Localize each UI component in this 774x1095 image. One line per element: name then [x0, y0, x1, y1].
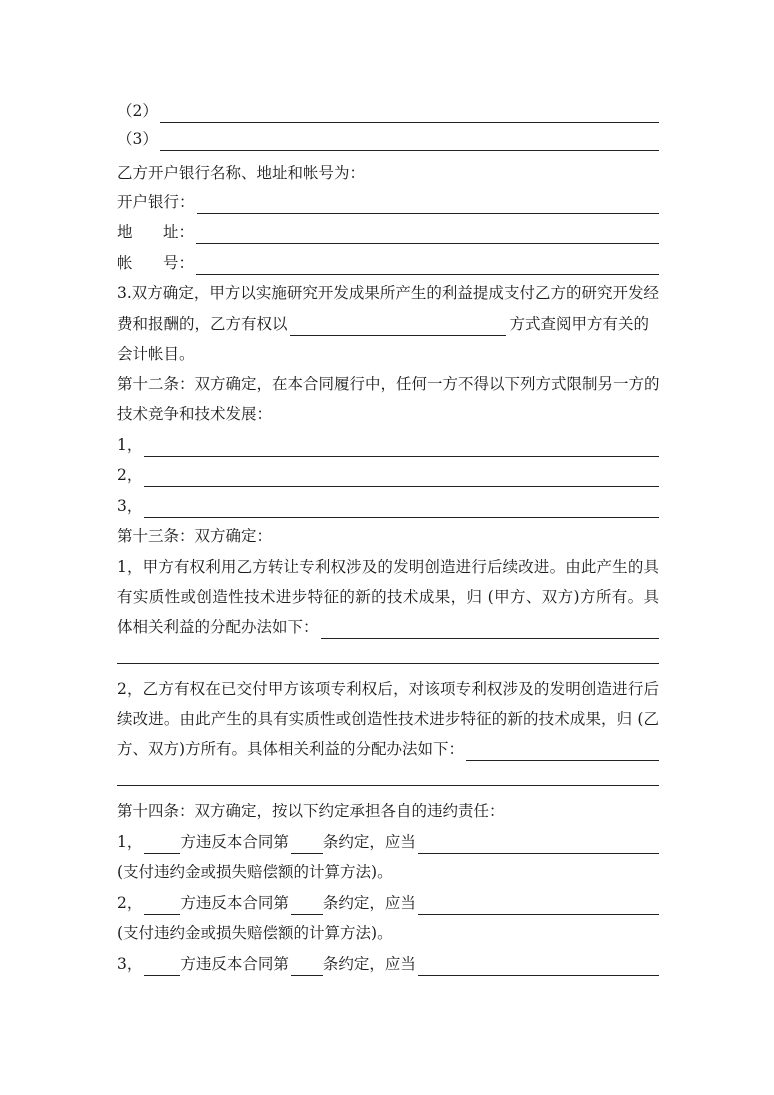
account-blank	[196, 257, 659, 275]
article13-title: 第十三条：双方确定：	[117, 527, 273, 545]
bank-label: 开户银行：	[117, 193, 195, 211]
article14-item1	[117, 830, 659, 854]
article13-2-line3-text: 方、双方)方所有。具体相关利益的分配办法如下：	[117, 740, 465, 758]
article14-item2-text2: 条约定，应当	[322, 894, 416, 912]
article13-1-blank	[321, 621, 659, 639]
article12-item1	[117, 433, 659, 457]
item-3-line	[117, 127, 659, 151]
article12-item3-blank	[144, 500, 659, 518]
article14-item3-clause-blank	[291, 958, 323, 976]
article14-item2-party-blank	[144, 897, 180, 915]
bank-blank	[197, 196, 659, 214]
article13-1-line3-text: 体相关利益的分配办法如下：	[117, 618, 319, 636]
item-3-label: （3）	[117, 130, 158, 148]
article14-item1-blank	[418, 836, 659, 854]
para3-line3: 会计帐目。	[117, 345, 195, 363]
article12-item2-blank	[144, 469, 659, 487]
article14-item3-text2: 条约定，应当	[322, 955, 416, 973]
article13-2-line1: 2，乙方有权在已交付甲方该项专利权后，对该项专利权涉及的发明创造进行后	[117, 680, 659, 698]
bank-line	[117, 190, 659, 214]
article14-item3-party-blank	[144, 958, 180, 976]
para3-line1: 3.双方确定，甲方以实施研究开发成果所产生的利益提成支付乙方的研究开发经	[117, 284, 659, 302]
article14-item3-text1: 方违反本合同第	[180, 955, 289, 973]
account-line	[117, 251, 659, 275]
para3-line2	[117, 312, 659, 336]
item-3-blank	[160, 133, 659, 151]
address-blank	[196, 226, 659, 244]
item-2-line	[117, 99, 659, 123]
para3-line2-a: 费和报酬的，乙方有权以	[117, 315, 288, 333]
para3-line2-b: 方式查阅甲方有关的	[509, 315, 650, 333]
article14-item2-text1: 方违反本合同第	[180, 894, 289, 912]
address-label-b: 址：	[163, 223, 195, 241]
article12-line1: 第十二条：双方确定，在本合同履行中，任何一方不得以下列方式限制另一方的	[117, 375, 660, 393]
item-2-blank	[160, 105, 659, 123]
article14-item2-blank	[418, 897, 659, 915]
article14-item2	[117, 891, 659, 915]
article12-line2: 技术竞争和技术发展：	[117, 405, 273, 423]
article13-1-line1: 1，甲方有权利用乙方转让专利权涉及的发明创造进行后续改进。由此产生的具	[117, 558, 659, 576]
article14-note2: (支付违约金或损失赔偿额的计算方法)。	[117, 924, 393, 942]
article14-item1-num: 1，	[117, 833, 143, 851]
article14-item3	[117, 952, 659, 976]
article12-item2	[117, 463, 659, 487]
article12-item3	[117, 494, 659, 518]
account-label-b: 号：	[163, 254, 195, 272]
article14-item1-party-blank	[144, 836, 180, 854]
article14-item1-text2: 条约定，应当	[322, 833, 416, 851]
article14-note1: (支付违约金或损失赔偿额的计算方法)。	[117, 863, 393, 881]
article14-item2-num: 2，	[117, 894, 143, 912]
article14-item3-num: 3，	[117, 955, 143, 973]
article13-2-line2: 续改进。由此产生的具有实质性或创造性技术进步特征的新的技术成果，归 (乙	[117, 710, 659, 728]
article13-2-blank	[466, 743, 659, 761]
item-2-label: （2）	[117, 102, 158, 120]
article14-item1-text1: 方违反本合同第	[180, 833, 289, 851]
article14-item3-blank	[418, 958, 659, 976]
article12-item2-label: 2，	[117, 466, 143, 484]
article13-1-line3	[117, 615, 659, 639]
article13-2-line3	[117, 737, 659, 761]
account-label-a: 帐	[117, 254, 133, 272]
bank-info-title: 乙方开户银行名称、地址和帐号为：	[117, 164, 366, 182]
article14-title: 第十四条：双方确定，按以下约定承担各自的违约责任：	[117, 802, 505, 820]
address-label-a: 地	[117, 223, 133, 241]
article14-item2-clause-blank	[291, 897, 323, 915]
article12-item3-label: 3，	[117, 497, 143, 515]
para3-method-blank	[290, 318, 506, 336]
article13-2-extra-blank	[117, 785, 659, 786]
article12-item1-blank	[144, 439, 659, 457]
article14-item1-clause-blank	[291, 836, 323, 854]
article13-1-extra-blank	[117, 663, 659, 664]
address-line	[117, 220, 659, 244]
article13-1-line2: 有实质性或创造性技术进步特征的新的技术成果，归 (甲方、双方)方所有。具	[117, 588, 659, 606]
article12-item1-label: 1，	[117, 436, 143, 454]
